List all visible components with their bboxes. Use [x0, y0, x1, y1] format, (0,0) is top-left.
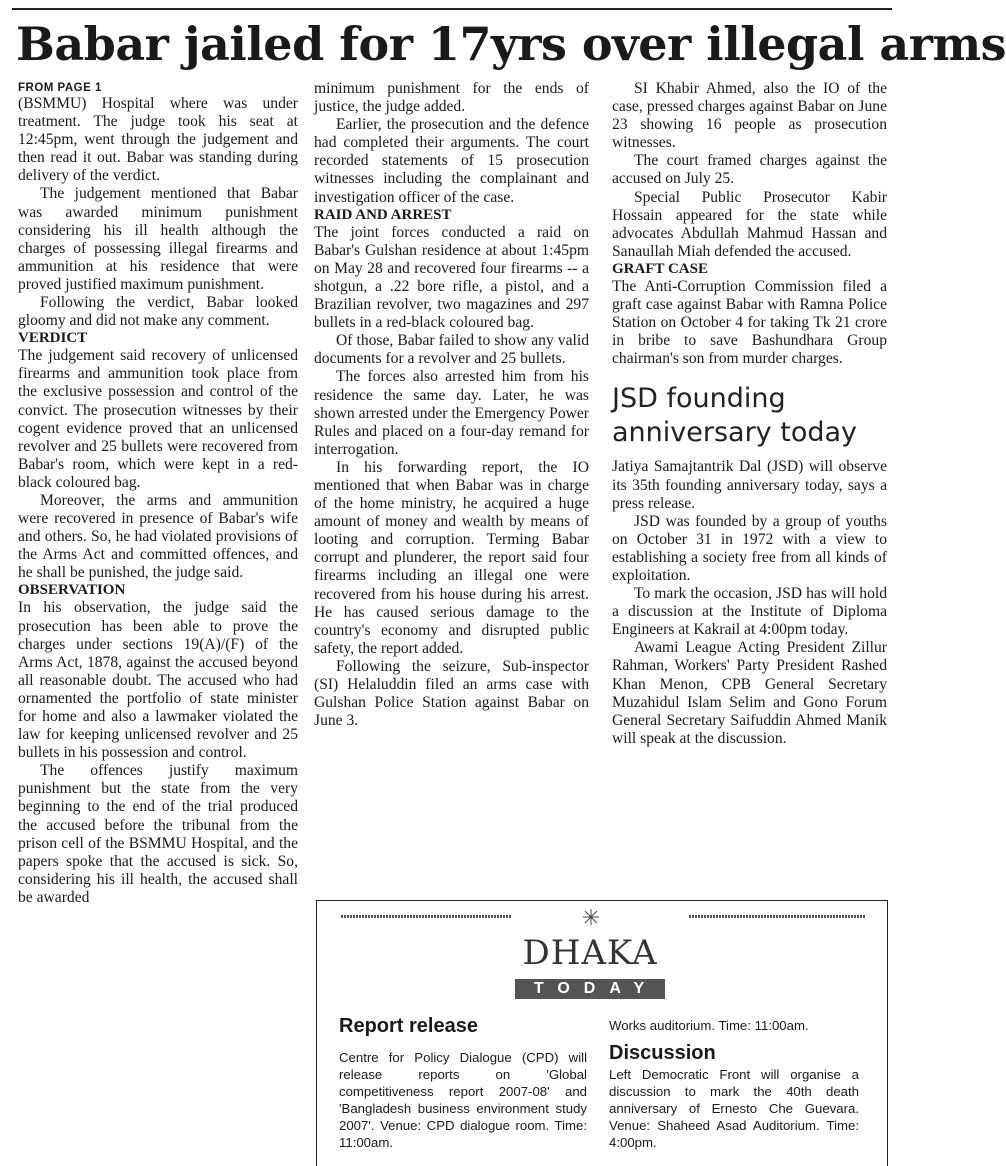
decorative-rule — [341, 915, 511, 918]
paragraph: The forces also arrested him from his residence the same day. Later, he was shown arrested under the Emergency Power Rules and placed on a four-day remand for interrogation. — [314, 368, 589, 458]
paragraph: Jatiya Samajtantrik Dal (JSD) will observe its 35th founding anniversary today, says a press release. — [612, 458, 887, 512]
paragraph: In his forwarding report, the IO mentioned that when Babar was in charge of the home ministry, he acquired a huge amount of money and wealth by means of looting and corruption. Terming Babar corrupt and plunderer, the report said four firearms including an illegal one were recovered from his house during his arrest. He has caused serious damage to the country's economy and disrupted public safety, the report added. — [314, 458, 589, 657]
report-release-section — [339, 1013, 587, 1151]
paragraph: Moreover, the arms and ammunition were recovered in presence of Babar's wife and others. So, he had violated provisions of the Arms Act and committed offences, and he shall be punished, the judge said. — [18, 491, 298, 582]
article-column-1 — [18, 82, 298, 907]
discussion-section — [609, 1017, 859, 1151]
paragraph: Special Public Prosecutor Kabir Hossain appeared for the state while advocates Abdullah Mahmud Hassan and Sanaullah Miah defended the accused. — [612, 188, 887, 260]
jsd-headline: JSD founding anniversary today — [612, 383, 858, 449]
works-auditorium-text: Works auditorium. Time: 11:00am. — [609, 1018, 809, 1033]
paragraph: Earlier, the prosecution and the defence had completed their arguments. The court recorded statements of 15 prosecution witnesses including the complainant and investigation officer of the case. — [314, 116, 589, 206]
paragraph: The judgement mentioned that Babar was awarded minimum punishment considering his ill health although the charges of possessing illegal firearms and ammunition at his residence that were proved justified maximum punishment. — [18, 185, 298, 293]
paragraph: The court framed charges against the accused on July 25. — [612, 152, 887, 188]
paragraph: SI Khabir Ahmed, also the IO of the case, pressed charges against Babar on June 23 showing 16 people as prosecution witnesses. — [612, 80, 887, 152]
discussion-heading: Discussion — [609, 1042, 716, 1064]
report-release-text: Centre for Policy Dialogue (CPD) will release reports on 'Global competitiveness report 2007-08' and 'Bangladesh business environment study 2007'. Venue: CPD dialogue room. Time: 11:00am. — [339, 1050, 587, 1150]
article-column-3 — [612, 80, 887, 748]
logo-today: TODAY — [515, 979, 665, 999]
headline: Babar jailed for 17yrs over illegal arms — [16, 17, 1006, 71]
paragraph: JSD was founded by a group of youths on October 31 in 1972 with a view to establishing a society free from all kinds of exploitation. — [612, 512, 887, 584]
paragraph: (BSMMU) Hospital where was under treatment. The judge took his seat at 12:45pm, went through the judgement and then read it out. Babar was standing during delivery of the verdict. — [18, 95, 298, 185]
logo-dhaka: DHAKA — [522, 933, 658, 973]
dhaka-today-logo — [505, 909, 675, 999]
sparkle-icon — [583, 909, 599, 925]
paragraph: minimum punishment for the ends of justice, the judge added. — [314, 80, 589, 116]
subhead-graft-case: GRAFT CASE — [612, 260, 708, 277]
subhead-observation: OBSERVATION — [18, 582, 126, 599]
paragraph: In his observation, the judge said the prosecution has been able to prove the charges under sections 19(A)/(F) of the Arms Act, 1878, against the accused beyond all reasonable doubt. The accused who had ornamented the portfolio of state minister for home and also a lawmaker violated the law for keeping unlicensed revolver and 25 bullets in his possession and control. — [18, 599, 298, 762]
subhead-verdict: VERDICT — [18, 330, 88, 347]
top-rule — [12, 8, 892, 10]
paragraph: The Anti-Corruption Commission filed a graft case against Babar with Ramna Police Station on October 4 for taking Tk 21 crore in bribe to save Bashundhara Group chairman's son from murder charges. — [612, 277, 887, 368]
dhaka-today-box — [316, 900, 888, 1166]
subhead-raid-and-arrest: RAID AND ARREST — [314, 206, 452, 223]
decorative-rule — [689, 915, 865, 918]
discussion-text: Left Democratic Front will organise a discussion to mark the 40th death anniversary of Ernesto Che Guevara. Venue: Shaheed Asad Auditorium. Time: 4:00pm. — [609, 1067, 859, 1150]
article-column-2 — [314, 80, 589, 730]
paragraph: To mark the occasion, JSD has will hold a discussion at the Institute of Diploma Engineers at Kakrail at 4:00pm today. — [612, 585, 887, 639]
paragraph: The joint forces conducted a raid on Babar's Gulshan residence at about 1:45pm on May 28 and recovered four firearms -- a shotgun, a .22 bore rifle, a pistol, and a Brazilian revolver, two magazines and 297 bullets in a red-black coloured bag. — [314, 223, 589, 332]
continued-label: FROM PAGE 1 — [18, 82, 102, 94]
paragraph: Of those, Babar failed to show any valid documents for a revolver and 25 bullets. — [314, 332, 589, 368]
report-release-heading: Report release — [339, 1015, 478, 1037]
paragraph: Following the seizure, Sub-inspector (SI) Helaluddin filed an arms case with Gulshan Police Station against Babar on June 3. — [314, 657, 589, 730]
paragraph: The judgement said recovery of unlicensed firearms and ammunition took place from the exclusive possession and control of the convict. The prosecution witnesses by their cogent evidence proved that an unlicensed revolver and 25 bullets were recovered from Babar's room, which were kept in a red-black coloured bag. — [18, 347, 298, 491]
paragraph: The offences justify maximum punishment but the state from the very beginning to the end of the trial produced the accused before the tribunal from the prison cell of the BSMMU Hospital, and the papers spoke that the accused is sick. So, considering his ill health, the accused shall be awarded — [18, 762, 298, 906]
paragraph: Awami League Acting President Zillur Rahman, Workers' Party President Rashed Khan Menon, CPB General Secretary Muzahidul Islam Selim and Gono Forum General Secretary Saifuddin Ahmed Manik will speak at the discussion. — [612, 639, 887, 747]
paragraph: Following the verdict, Babar looked gloomy and did not make any comment. — [18, 294, 298, 330]
